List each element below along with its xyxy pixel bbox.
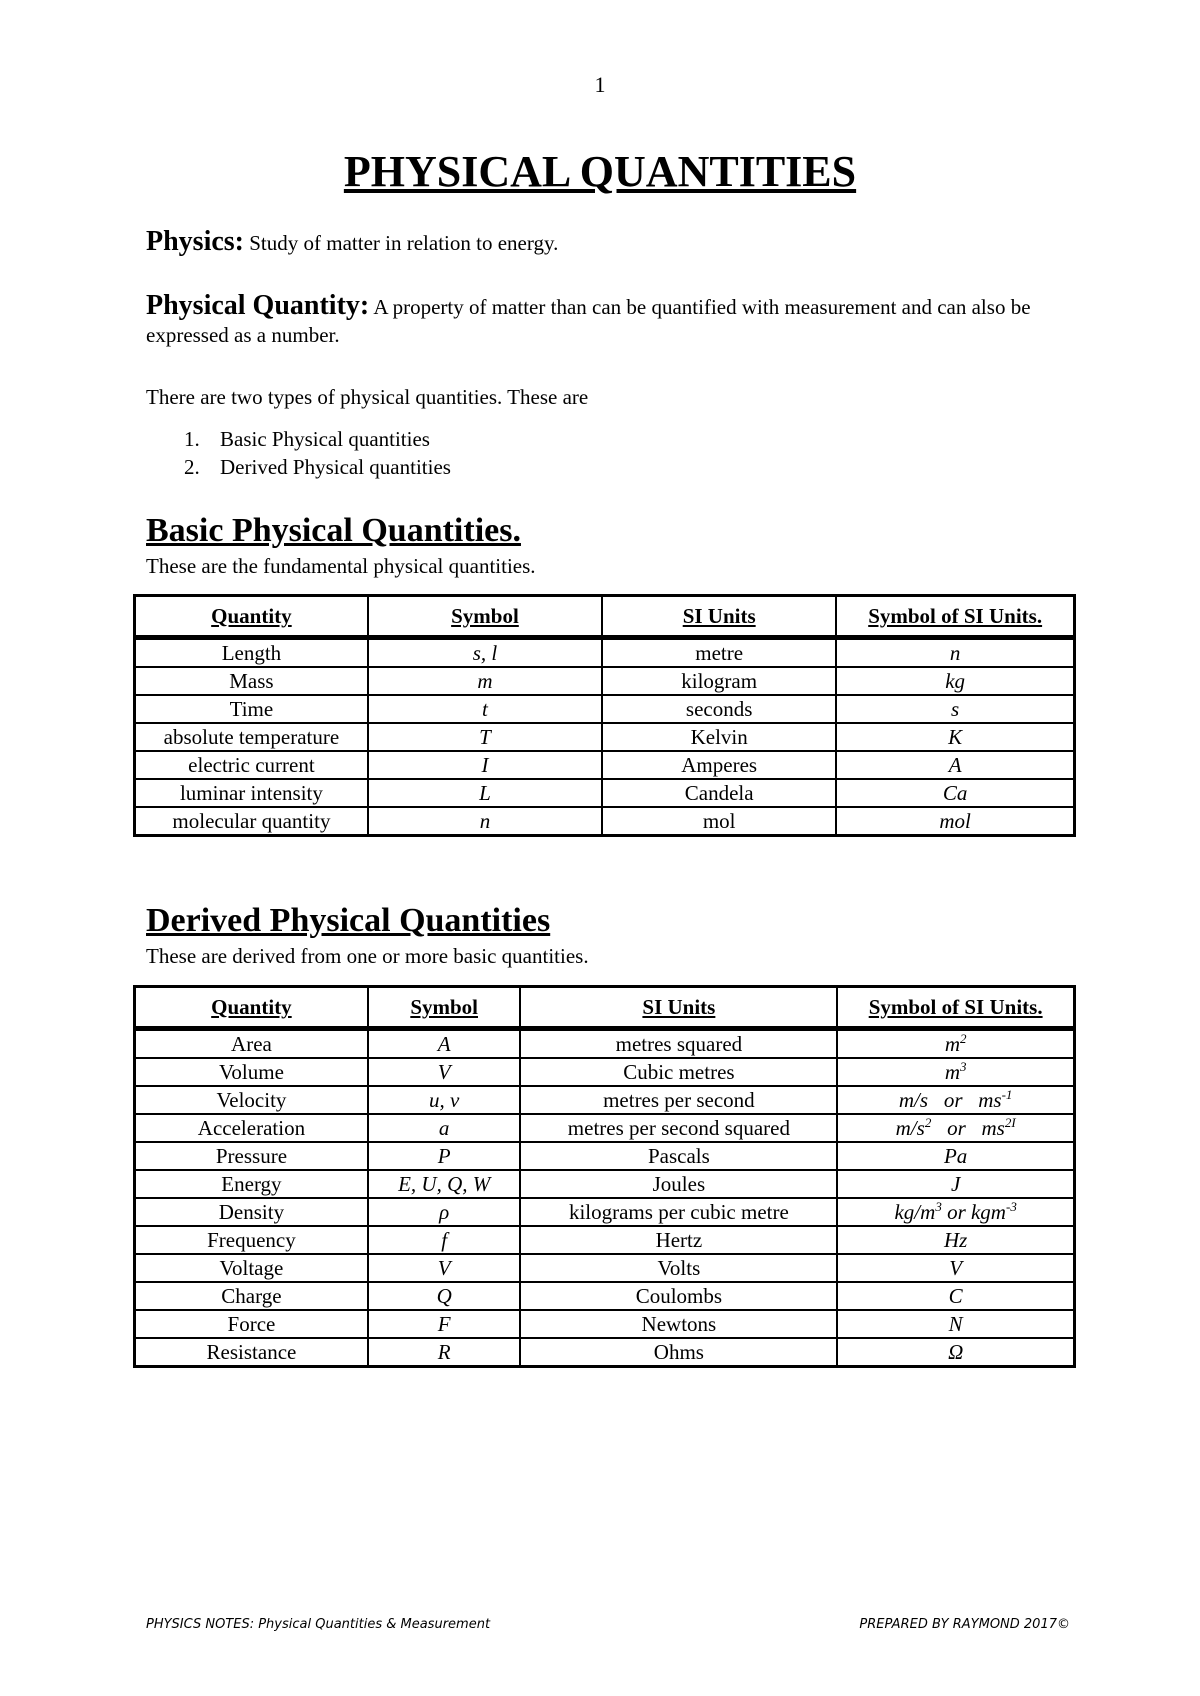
units-cell: metres per second squared	[520, 1114, 837, 1142]
symbol-cell: n	[368, 807, 602, 836]
column-header: Symbol of SI Units.	[836, 596, 1074, 638]
symbol-cell: f	[368, 1226, 521, 1254]
symbol-cell: T	[368, 723, 602, 751]
table-row	[135, 807, 1075, 836]
quantity-cell: Force	[135, 1310, 368, 1338]
units-cell: Joules	[520, 1170, 837, 1198]
list-label: Basic Physical quantities	[220, 427, 430, 451]
units-cell: metres per second	[520, 1086, 837, 1114]
definition-text: Study of matter in relation to energy.	[249, 231, 559, 255]
unit-symbol-cell: mol	[836, 807, 1074, 836]
quantity-cell: Density	[135, 1198, 368, 1226]
symbol-cell: F	[368, 1310, 521, 1338]
column-header: SI Units	[520, 987, 837, 1029]
unit-symbol-cell: C	[837, 1282, 1074, 1310]
units-cell: Cubic metres	[520, 1058, 837, 1086]
footer-right: PREPARED BY RAYMOND 2017©	[859, 1617, 1070, 1632]
table-row	[135, 779, 1075, 807]
table-row	[135, 1086, 1075, 1114]
table-row	[135, 1282, 1075, 1310]
units-cell: Amperes	[602, 751, 836, 779]
symbol-cell: A	[368, 1029, 521, 1059]
quantity-cell: Frequency	[135, 1226, 368, 1254]
list-number: 1.	[184, 427, 200, 451]
basic-description: These are the fundamental physical quantities.	[146, 554, 536, 578]
quantity-cell: Time	[135, 695, 368, 723]
table-header-row	[135, 596, 1075, 638]
symbol-cell: V	[368, 1058, 521, 1086]
table-row	[135, 667, 1075, 695]
unit-symbol-cell: Pa	[837, 1142, 1074, 1170]
symbol-cell: E, U, Q, W	[368, 1170, 521, 1198]
table-row	[135, 1338, 1075, 1367]
unit-symbol-cell: m/s or $ms^{-1}$	[837, 1086, 1074, 1114]
footer-left: PHYSICS NOTES: Physical Quantities & Measurement	[146, 1617, 491, 1632]
units-cell: Coulombs	[520, 1282, 837, 1310]
list-number: 2.	[184, 455, 200, 479]
units-cell: Pascals	[520, 1142, 837, 1170]
column-header: Quantity	[135, 987, 368, 1029]
derived-quantities-table	[133, 985, 1076, 1368]
quantity-cell: Pressure	[135, 1142, 368, 1170]
unit-symbol-cell: Ω	[837, 1338, 1074, 1367]
symbol-cell: Q	[368, 1282, 521, 1310]
unit-symbol-cell: $kg/m^3$ or kgm$^{-3}$	[837, 1198, 1074, 1226]
table-row	[135, 1170, 1075, 1198]
table-row	[135, 695, 1075, 723]
table-row	[135, 1058, 1075, 1086]
quantity-cell: electric current	[135, 751, 368, 779]
symbol-cell: R	[368, 1338, 521, 1367]
symbol-cell: ρ	[368, 1198, 521, 1226]
quantity-cell: Mass	[135, 667, 368, 695]
types-list	[146, 425, 451, 481]
unit-symbol-cell: A	[836, 751, 1074, 779]
symbol-cell: s, l	[368, 638, 602, 668]
units-cell: kilogram	[602, 667, 836, 695]
quantity-cell: molecular quantity	[135, 807, 368, 836]
list-label: Derived Physical quantities	[220, 455, 451, 479]
quantity-cell: Voltage	[135, 1254, 368, 1282]
definition-physics	[146, 228, 1076, 257]
table-row	[135, 1254, 1075, 1282]
symbol-cell: a	[368, 1114, 521, 1142]
table-row	[135, 638, 1075, 668]
table-row	[135, 723, 1075, 751]
unit-symbol-cell: J	[837, 1170, 1074, 1198]
table-row	[135, 1226, 1075, 1254]
quantity-cell: Length	[135, 638, 368, 668]
definition-text: A property of matter than can be quantified with measurement and can also be expressed as a number.	[146, 295, 1031, 347]
unit-symbol-cell: kg	[836, 667, 1074, 695]
quantity-cell: Charge	[135, 1282, 368, 1310]
table-row	[135, 1142, 1075, 1170]
page-number: 1	[594, 72, 606, 97]
symbol-cell: I	[368, 751, 602, 779]
units-cell: Newtons	[520, 1310, 837, 1338]
basic-quantities-table	[133, 594, 1076, 837]
derived-heading: Derived Physical Quantities	[146, 902, 551, 939]
quantity-cell: Velocity	[135, 1086, 368, 1114]
types-intro: There are two types of physical quantities. These are	[146, 385, 589, 409]
symbol-cell: u, v	[368, 1086, 521, 1114]
units-cell: Candela	[602, 779, 836, 807]
table-row	[135, 751, 1075, 779]
symbol-cell: m	[368, 667, 602, 695]
units-cell: kilograms per cubic metre	[520, 1198, 837, 1226]
unit-symbol-cell: $m^3$	[837, 1058, 1074, 1086]
unit-symbol-cell: Hz	[837, 1226, 1074, 1254]
units-cell: metre	[602, 638, 836, 668]
unit-symbol-cell: Ca	[836, 779, 1074, 807]
units-cell: seconds	[602, 695, 836, 723]
symbol-cell: P	[368, 1142, 521, 1170]
column-header: Symbol	[368, 596, 602, 638]
quantity-cell: Area	[135, 1029, 368, 1059]
quantity-cell: Volume	[135, 1058, 368, 1086]
quantity-cell: luminar intensity	[135, 779, 368, 807]
units-cell: Hertz	[520, 1226, 837, 1254]
unit-symbol-cell: n	[836, 638, 1074, 668]
units-cell: Kelvin	[602, 723, 836, 751]
unit-symbol-cell: $m^2$	[837, 1029, 1074, 1059]
symbol-cell: t	[368, 695, 602, 723]
basic-heading: Basic Physical Quantities.	[146, 512, 521, 549]
units-cell: Ohms	[520, 1338, 837, 1367]
definition-term: Physical Quantity:	[146, 290, 370, 321]
quantity-cell: absolute temperature	[135, 723, 368, 751]
symbol-cell: V	[368, 1254, 521, 1282]
list-item	[146, 425, 451, 453]
unit-symbol-cell: V	[837, 1254, 1074, 1282]
column-header: SI Units	[602, 596, 836, 638]
definition-physical-quantity	[146, 292, 1076, 349]
units-cell: Volts	[520, 1254, 837, 1282]
column-header: Symbol of SI Units.	[837, 987, 1074, 1029]
units-cell: mol	[602, 807, 836, 836]
unit-symbol-cell: K	[836, 723, 1074, 751]
column-header: Symbol	[368, 987, 521, 1029]
unit-symbol-cell: N	[837, 1310, 1074, 1338]
symbol-cell: L	[368, 779, 602, 807]
derived-description: These are derived from one or more basic quantities.	[146, 944, 589, 968]
quantity-cell: Resistance	[135, 1338, 368, 1367]
table-row	[135, 1198, 1075, 1226]
table-row	[135, 1310, 1075, 1338]
table-header-row	[135, 987, 1075, 1029]
units-cell: metres squared	[520, 1029, 837, 1059]
column-header: Quantity	[135, 596, 368, 638]
quantity-cell: Acceleration	[135, 1114, 368, 1142]
unit-symbol-cell: s	[836, 695, 1074, 723]
unit-symbol-cell: $m/s^2$ or $ms^{2I}$	[837, 1114, 1074, 1142]
list-item	[146, 453, 451, 481]
table-row	[135, 1029, 1075, 1059]
table-row	[135, 1114, 1075, 1142]
definition-term: Physics:	[146, 226, 244, 257]
quantity-cell: Energy	[135, 1170, 368, 1198]
page-title: PHYSICAL QUANTITIES	[343, 147, 857, 196]
